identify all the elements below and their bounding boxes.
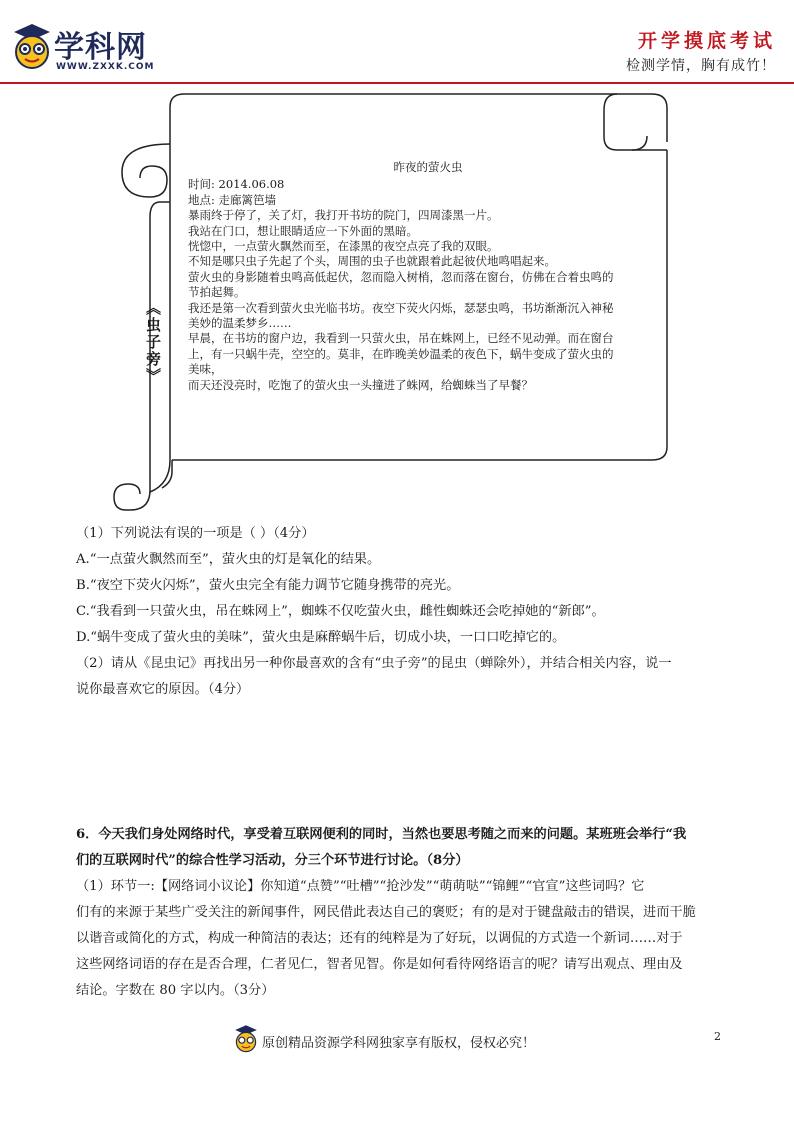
logo-url: WWW.ZXXK.COM <box>56 62 155 72</box>
q6-stem-line: 们的互联网时代”的综合性学习活动，分三个环节进行讨论。（8分） <box>76 853 469 868</box>
scroll-title: 昨夜的萤火虫 <box>393 160 463 174</box>
q5-option-b: B.“夜空下荧火闪烁”，萤火虫完全有能力调节它随身携带的亮光。 <box>76 578 460 593</box>
question-5-section <box>76 521 724 703</box>
q5-option-d: D.“蜗牛变成了萤火虫的美味”，萤火虫是麻醉蜗牛后，切成小块，一口口吃掉它的。 <box>76 630 566 645</box>
scroll-line: 我还是第一次看到萤火虫光临书坊。夜空下荧火闪烁，瑟瑟虫鸣，书坊渐渐沉入神秘 <box>188 300 614 315</box>
scroll-side-label: 《虫子旁》 <box>144 300 162 385</box>
q5-sub2-line: 说你最喜欢它的原因。（4分） <box>76 682 250 697</box>
logo-text: 学科网 <box>54 30 147 65</box>
question-6-section <box>76 822 724 1004</box>
q6-sub1-line: 这些网络词语的存在是否合理，仁者见仁，智者见智。你是如何看待网络语言的呢？请写出观点、理由及 <box>76 957 683 972</box>
scroll-line: 我站在门口，想让眼睛适应一下外面的黑暗。 <box>188 223 418 238</box>
q6-sub1-line: 结论。字数在 80 字以内。（3分） <box>76 983 275 998</box>
scroll-line: 上，有一只蜗牛壳，空空的。莫非，在昨晚美妙温柔的夜色下，蜗牛变成了萤火虫的 <box>188 346 614 361</box>
scroll-line: 美妙的温柔梦乡…… <box>188 316 292 331</box>
logo-mascot-icon <box>10 22 54 72</box>
header-title: 开学摸底考试 <box>637 30 776 52</box>
q5-option-c: C.“我看到一只萤火虫，吊在蛛网上”，蜘蛛不仅吃萤火虫，雌性蜘蛛还会吃掉她的“新郎”。 <box>76 604 605 619</box>
q5-sub1-stem: （1）下列说法有误的一项是（ ）（4分） <box>76 526 315 541</box>
scroll-line: 萤火虫的身影随着虫鸣高低起伏，忽而隐入树梢，忽而落在窗台，仿佛在合着虫鸣的 <box>188 269 614 284</box>
footer-mascot-icon <box>232 1024 260 1054</box>
header-subtitle: 检测学情，胸有成竹！ <box>626 58 776 74</box>
scroll-line: 恍惚中，一点萤火飘然而至，在漆黑的夜空点亮了我的双眼。 <box>188 239 499 254</box>
scroll-line: 美味， <box>188 362 223 377</box>
footer-text: 原创精品资源学科网独家享有版权，侵权必究！ <box>262 1036 536 1051</box>
scroll-line: 暴雨终于停了，关了灯，我打开书坊的院门，四周漆黑一片。 <box>188 208 499 223</box>
q5-sub2-line: （2）请从《昆虫记》再找出另一种你最喜欢的含有“虫子旁”的昆虫（蝉除外），并结合相关内容，说一 <box>76 656 672 671</box>
header-divider <box>0 82 794 84</box>
page-number: 2 <box>714 1030 721 1043</box>
scroll-line: 时间: 2014.06.08 <box>188 177 285 192</box>
q6-sub1-line: 们有的来源于某些广受关注的新闻事件，网民借此表达自己的褒贬；有的是对于键盘敲击的错误，进而干脆 <box>76 905 696 920</box>
scroll-line: 地点: 走廊篱笆墙 <box>188 192 277 207</box>
scroll-line: 早晨，在书坊的窗户边，我看到一只萤火虫，吊在蛛网上，已经不见动弹。而在窗台 <box>188 331 614 346</box>
scroll-line: 而天还没亮时，吃饱了的萤火虫一头撞进了蛛网，给蜘蛛当了早餐？ <box>188 377 533 392</box>
q5-option-a: A.“一点萤火飘然而至”，萤火虫的灯是氧化的结果。 <box>76 552 381 567</box>
q6-sub1-line: （1）环节一:【网络词小议论】你知道“点赞”“吐槽”“抢沙发”“萌萌哒”“锦鲤”“官宣”这些词吗？它 <box>76 879 645 894</box>
scroll-line: 节拍起舞。 <box>188 285 246 300</box>
scroll-line: 不知是哪只虫子先起了个头，周围的虫子也就跟着此起彼伏地鸣唱起来。 <box>188 254 556 269</box>
q6-sub1-line: 以谐音或简化的方式，构成一种简洁的表达；还有的纯粹是为了好玩，以调侃的方式造一个新词……对于 <box>76 931 683 946</box>
q6-stem-line: 6．今天我们身处网络时代，享受着互联网便利的同时，当然也要思考随之而来的问题。某班班会举行“我 <box>76 827 687 842</box>
footer-mascot <box>232 1024 260 1058</box>
scroll-content <box>188 160 668 393</box>
